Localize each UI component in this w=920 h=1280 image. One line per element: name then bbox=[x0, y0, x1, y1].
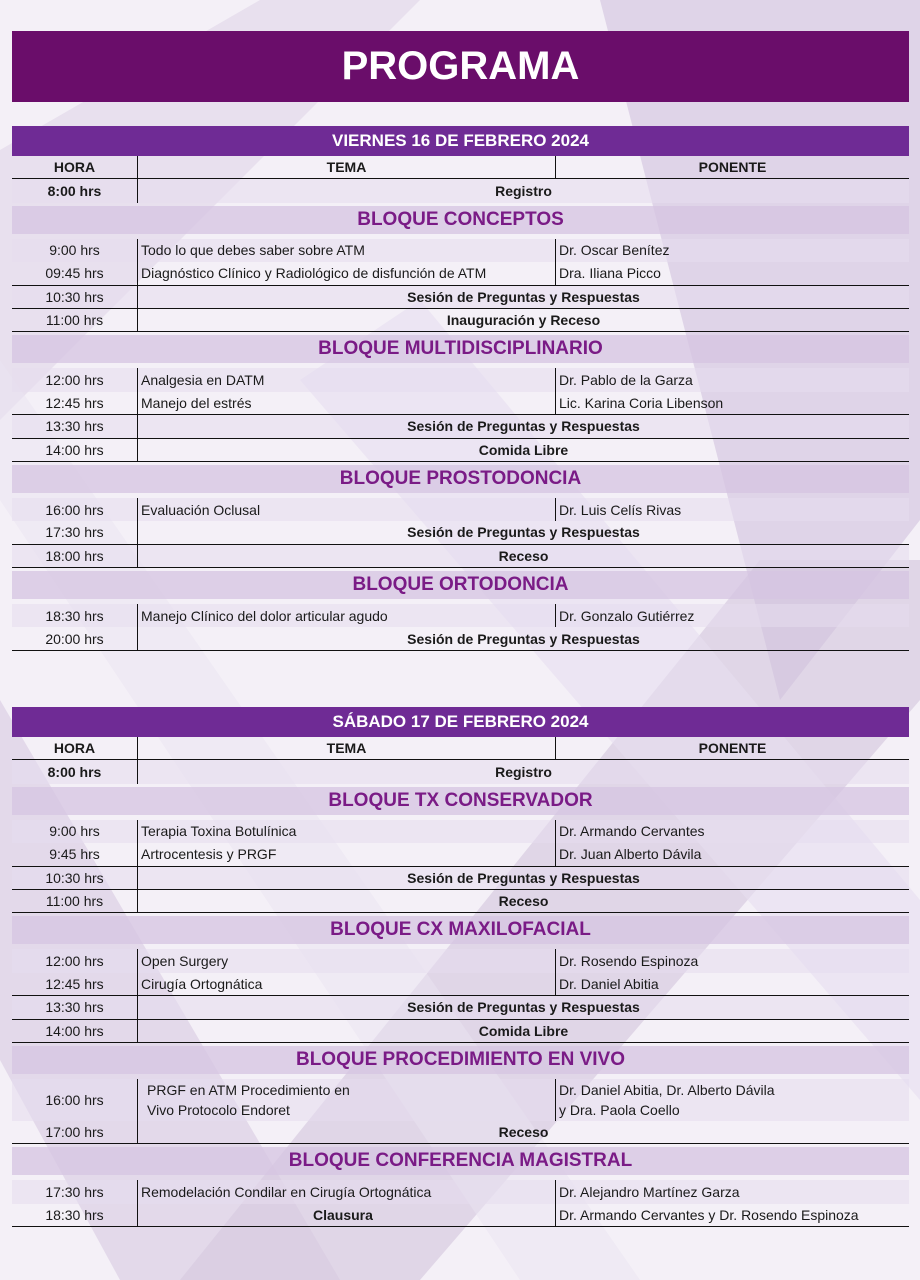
row-tema bbox=[137, 1079, 555, 1121]
row-span-label: Sesión de Preguntas y Respuestas bbox=[137, 867, 909, 889]
schedule-row bbox=[12, 498, 909, 521]
column-hora: HORA bbox=[53, 159, 96, 176]
row-time: 14:00 hrs bbox=[45, 1022, 104, 1039]
row-tema: Todo lo que debes saber sobre ATM bbox=[137, 239, 555, 262]
column-header-row bbox=[12, 156, 909, 179]
row-tema: Open Surgery bbox=[137, 949, 555, 972]
schedule-row bbox=[12, 843, 909, 866]
row-tema-line: PRGF en ATM Procedimiento en bbox=[147, 1081, 350, 1098]
row-ponente: Dr. Alejandro Martínez Garza bbox=[555, 1180, 909, 1203]
row-ponente: Dr. Daniel Abitia bbox=[555, 973, 909, 995]
block-title: BLOQUE ORTODONCIA bbox=[12, 571, 909, 599]
row-time: 8:00 hrs bbox=[47, 183, 102, 200]
row-time: 13:30 hrs bbox=[45, 999, 104, 1016]
row-span-label: Inauguración y Receso bbox=[137, 309, 909, 331]
row-time: 12:45 hrs bbox=[45, 394, 104, 411]
schedule-row bbox=[12, 973, 909, 996]
row-time: 16:00 hrs bbox=[45, 501, 104, 518]
day-friday bbox=[12, 126, 909, 651]
row-time: 8:00 hrs bbox=[47, 764, 102, 781]
row-ponente: Dra. Iliana Picco bbox=[555, 262, 909, 284]
column-ponente: PONENTE bbox=[555, 156, 909, 178]
row-time: 10:30 hrs bbox=[45, 869, 104, 886]
row-ponente: Dr. Pablo de la Garza bbox=[555, 368, 909, 391]
row-tema: Manejo del estrés bbox=[137, 392, 555, 414]
row-time: 13:30 hrs bbox=[45, 418, 104, 435]
row-ponente: Dr. Juan Alberto Dávila bbox=[555, 843, 909, 865]
registro-row bbox=[12, 179, 909, 202]
row-span-label: Comida Libre bbox=[137, 1020, 909, 1042]
row-tema: Clausura bbox=[137, 1204, 555, 1226]
column-ponente: PONENTE bbox=[555, 737, 909, 759]
row-span-label: Registro bbox=[137, 760, 909, 783]
schedule-row bbox=[12, 521, 909, 544]
schedule-row bbox=[12, 368, 909, 391]
schedule-row bbox=[12, 239, 909, 262]
block-title: BLOQUE PROCEDIMIENTO EN VIVO bbox=[12, 1046, 909, 1074]
schedule-row bbox=[12, 1020, 909, 1043]
row-time: 17:00 hrs bbox=[45, 1124, 104, 1141]
row-time: 10:30 hrs bbox=[45, 288, 104, 305]
row-ponente: Dr. Oscar Benítez bbox=[555, 239, 909, 262]
schedule-row bbox=[12, 867, 909, 890]
block-title: BLOQUE PROSTODONCIA bbox=[12, 465, 909, 493]
row-ponente bbox=[555, 1079, 909, 1121]
schedule-row bbox=[12, 949, 909, 972]
schedule-row bbox=[12, 890, 909, 913]
row-time: 9:45 hrs bbox=[49, 846, 100, 863]
row-span-label: Sesión de Preguntas y Respuestas bbox=[137, 286, 909, 308]
column-hora: HORA bbox=[53, 740, 96, 757]
row-ponente: Dr. Armando Cervantes y Dr. Rosendo Espinoza bbox=[555, 1204, 909, 1226]
schedule-row bbox=[12, 262, 909, 285]
page-title: PROGRAMA bbox=[12, 31, 909, 102]
row-time: 20:00 hrs bbox=[45, 630, 104, 647]
row-span-label: Sesión de Preguntas y Respuestas bbox=[137, 627, 909, 649]
row-tema: Analgesia en DATM bbox=[137, 368, 555, 391]
column-tema: TEMA bbox=[137, 737, 555, 759]
schedule-row bbox=[12, 1204, 909, 1227]
row-time: 18:30 hrs bbox=[45, 607, 104, 624]
schedule-row bbox=[12, 996, 909, 1019]
row-time: 18:30 hrs bbox=[45, 1206, 104, 1223]
row-ponente-line: y Dra. Paola Coello bbox=[559, 1101, 680, 1118]
row-time: 9:00 hrs bbox=[49, 823, 100, 840]
row-span-label: Registro bbox=[137, 179, 909, 202]
schedule-row bbox=[12, 286, 909, 309]
block-title: BLOQUE CONCEPTOS bbox=[12, 206, 909, 234]
registro-row bbox=[12, 760, 909, 783]
block-title: BLOQUE MULTIDISCIPLINARIO bbox=[12, 335, 909, 363]
row-time: 09:45 hrs bbox=[45, 265, 104, 282]
row-time: 12:00 hrs bbox=[45, 372, 104, 389]
row-ponente: Dr. Gonzalo Gutiérrez bbox=[555, 604, 909, 627]
row-time: 16:00 hrs bbox=[45, 1091, 104, 1108]
schedule-row bbox=[12, 1079, 909, 1121]
schedule-row bbox=[12, 627, 909, 650]
row-time: 17:30 hrs bbox=[45, 524, 104, 541]
row-tema: Evaluación Oclusal bbox=[137, 498, 555, 521]
row-tema: Manejo Clínico del dolor articular agudo bbox=[137, 604, 555, 627]
schedule-row bbox=[12, 820, 909, 843]
schedule-row bbox=[12, 439, 909, 462]
row-time: 9:00 hrs bbox=[49, 242, 100, 259]
row-time: 11:00 hrs bbox=[45, 312, 104, 329]
row-span-label: Sesión de Preguntas y Respuestas bbox=[137, 996, 909, 1018]
row-ponente: Lic. Karina Coria Libenson bbox=[555, 392, 909, 414]
column-tema: TEMA bbox=[137, 156, 555, 178]
schedule-row bbox=[12, 309, 909, 332]
row-span-label: Sesión de Preguntas y Respuestas bbox=[137, 521, 909, 543]
schedule-row bbox=[12, 415, 909, 438]
column-header-row bbox=[12, 737, 909, 760]
block-title: BLOQUE CX MAXILOFACIAL bbox=[12, 916, 909, 944]
row-span-label: Comida Libre bbox=[137, 439, 909, 461]
row-tema: Remodelación Condilar en Cirugía Ortognática bbox=[137, 1180, 555, 1203]
row-ponente: Dr. Armando Cervantes bbox=[555, 820, 909, 843]
row-span-label: Receso bbox=[137, 545, 909, 567]
schedule-row bbox=[12, 1180, 909, 1203]
row-tema-line: Vivo Protocolo Endoret bbox=[147, 1101, 290, 1118]
row-time: 14:00 hrs bbox=[45, 441, 104, 458]
row-span-label: Receso bbox=[137, 890, 909, 912]
row-time: 17:30 hrs bbox=[45, 1183, 104, 1200]
block-title: BLOQUE CONFERENCIA MAGISTRAL bbox=[12, 1147, 909, 1175]
schedule-row bbox=[12, 545, 909, 568]
row-time: 11:00 hrs bbox=[45, 893, 104, 910]
row-tema: Diagnóstico Clínico y Radiológico de disfunción de ATM bbox=[137, 262, 555, 284]
row-tema: Terapia Toxina Botulínica bbox=[137, 820, 555, 843]
row-time: 12:00 hrs bbox=[45, 953, 104, 970]
day-header: VIERNES 16 DE FEBRERO 2024 bbox=[12, 126, 909, 156]
schedule-row bbox=[12, 604, 909, 627]
row-ponente: Dr. Rosendo Espinoza bbox=[555, 949, 909, 972]
row-time: 18:00 hrs bbox=[45, 547, 104, 564]
row-time: 12:45 hrs bbox=[45, 975, 104, 992]
row-ponente: Dr. Luis Celís Rivas bbox=[555, 498, 909, 521]
row-ponente-line: Dr. Daniel Abitia, Dr. Alberto Dávila bbox=[559, 1081, 775, 1098]
schedule-row bbox=[12, 392, 909, 415]
block-title: BLOQUE TX CONSERVADOR bbox=[12, 787, 909, 815]
row-tema: Artrocentesis y PRGF bbox=[137, 843, 555, 865]
row-span-label: Sesión de Preguntas y Respuestas bbox=[137, 415, 909, 437]
row-tema: Cirugía Ortognática bbox=[137, 973, 555, 995]
day-saturday bbox=[12, 707, 909, 1227]
day-header: SÁBADO 17 DE FEBRERO 2024 bbox=[12, 707, 909, 737]
row-span-label: Receso bbox=[137, 1121, 909, 1143]
schedule-row bbox=[12, 1121, 909, 1144]
